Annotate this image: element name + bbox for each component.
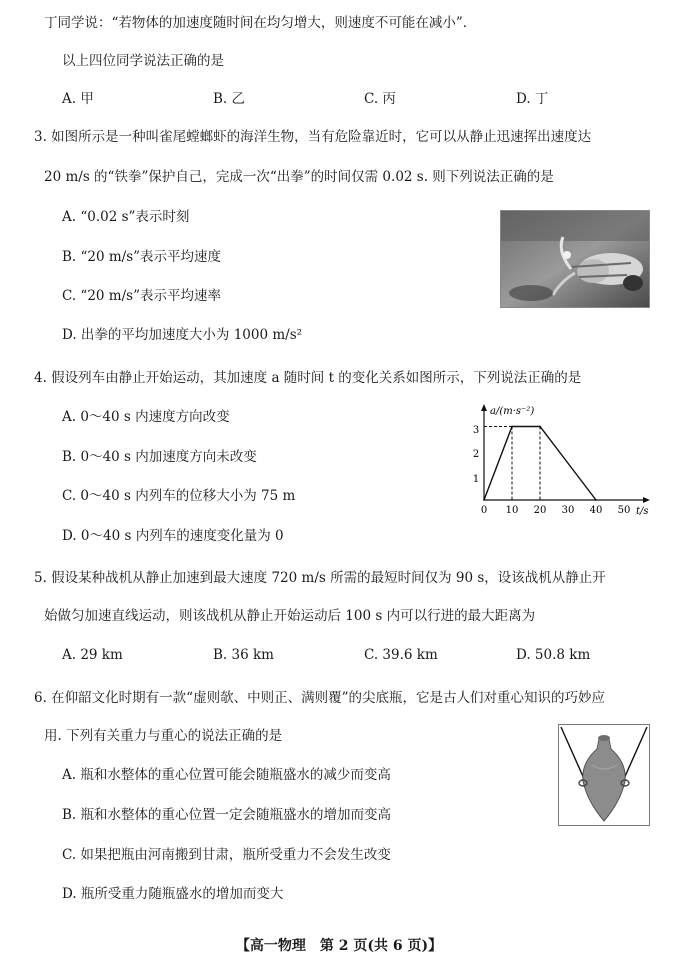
q2-prompt: 以上四位同学说法正确的是 [62,53,224,69]
q2-option-d[interactable]: D. 丁 [516,91,549,107]
q2-option-c[interactable]: C. 丙 [364,91,396,107]
q4-stem: 4. 假设列车由静止开始运动，其加速度 a 随时间 t 的变化关系如图所示，下列说法正确的是 [34,370,582,386]
a-t-point-0 [483,499,485,501]
q4-option-c[interactable]: C. 0～40 s 内列车的位移大小为 75 m [62,488,296,504]
q3-option-a[interactable]: A. “0.02 s”表示时刻 [62,209,190,225]
x-tick-20: 20 [533,505,547,516]
q6-option-d[interactable]: D. 瓶所受重力随瓶盛水的增加而变大 [62,886,284,902]
y-tick-1: 1 [472,474,480,485]
pointed-bottom-bottle-photo [558,724,650,826]
q5-option-c[interactable]: C. 39.6 km [364,647,438,663]
q5-option-b[interactable]: B. 36 km [213,647,274,663]
page-footer: 【高一物理 第 2 页(共 6 页)】 [235,938,443,954]
y-axis-arrow [481,404,487,411]
a-t-point-1 [511,426,513,428]
q3-option-c[interactable]: C. “20 m/s”表示平均速率 [62,288,221,304]
mantis-shrimp-photo [500,210,650,308]
x-tick-30: 30 [561,505,575,516]
q5-option-a[interactable]: A. 29 km [62,647,123,663]
q3-option-d[interactable]: D. 出拳的平均加速度大小为 1000 m/s² [62,327,303,343]
y-tick-3: 3 [472,425,480,436]
q3-stem-line1: 3. 如图所示是一种叫雀尾螳螂虾的海洋生物，当有危险靠近时，它可以从静止迅速挥出速度达 [34,129,592,145]
q5-option-d[interactable]: D. 50.8 km [516,647,591,663]
q3-stem-line2: 20 m/s 的“铁拳”保护自己，完成一次“出拳”的时间仅需 0.02 s. 则下列说法正确的是 [44,169,554,185]
x-axis-arrow [643,497,650,503]
x-axis-label: t/s [636,506,649,517]
q4-option-d[interactable]: D. 0～40 s 内列车的速度变化量为 0 [62,528,284,544]
q6-option-c[interactable]: C. 如果把瓶由河南搬到甘肃，瓶所受重力不会发生改变 [62,847,391,863]
a-t-point-2 [539,426,541,428]
q4-option-b[interactable]: B. 0～40 s 内加速度方向未改变 [62,449,257,465]
q6-option-a[interactable]: A. 瓶和水整体的重心位置可能会随瓶盛水的减少而变高 [62,767,391,783]
q3-option-b[interactable]: B. “20 m/s”表示平均速度 [62,249,222,265]
q6-stem-line1: 6. 在仰韶文化时期有一款“虚则欹、中则正、满则覆”的尖底瓶，它是古人们对重心知识的巧妙应 [34,690,605,706]
q5-stem-line1: 5. 假设某种战机从静止加速到最大速度 720 m/s 所需的最短时间仅为 90 s，设该战机从静止开 [34,570,606,586]
x-tick-50: 50 [617,505,631,516]
x-tick-0: 0 [480,505,488,516]
q5-stem-line2: 始做匀加速直线运动，则该战机从静止开始运动后 100 s 内可以行进的最大距离为 [44,608,536,624]
q2-option-a[interactable]: A. 甲 [62,91,94,107]
q6-stem-line2: 用. 下列有关重力与重心的说法正确的是 [44,728,283,744]
x-tick-40: 40 [589,505,603,516]
q2-option-b[interactable]: B. 乙 [213,91,246,107]
a-t-graph [464,400,660,520]
q6-option-b[interactable]: B. 瓶和水整体的重心位置一定会随瓶盛水的增加而变高 [62,807,392,823]
y-axis-label: a/(m·s⁻²) [490,406,535,417]
a-t-point-3 [595,499,597,501]
q2-statement-ding: 丁同学说：“若物体的加速度随时间在均匀增大，则速度不可能在减小”． [44,15,477,31]
y-tick-2: 2 [472,449,480,460]
x-tick-10: 10 [505,505,519,516]
q4-option-a[interactable]: A. 0～40 s 内速度方向改变 [62,409,230,425]
